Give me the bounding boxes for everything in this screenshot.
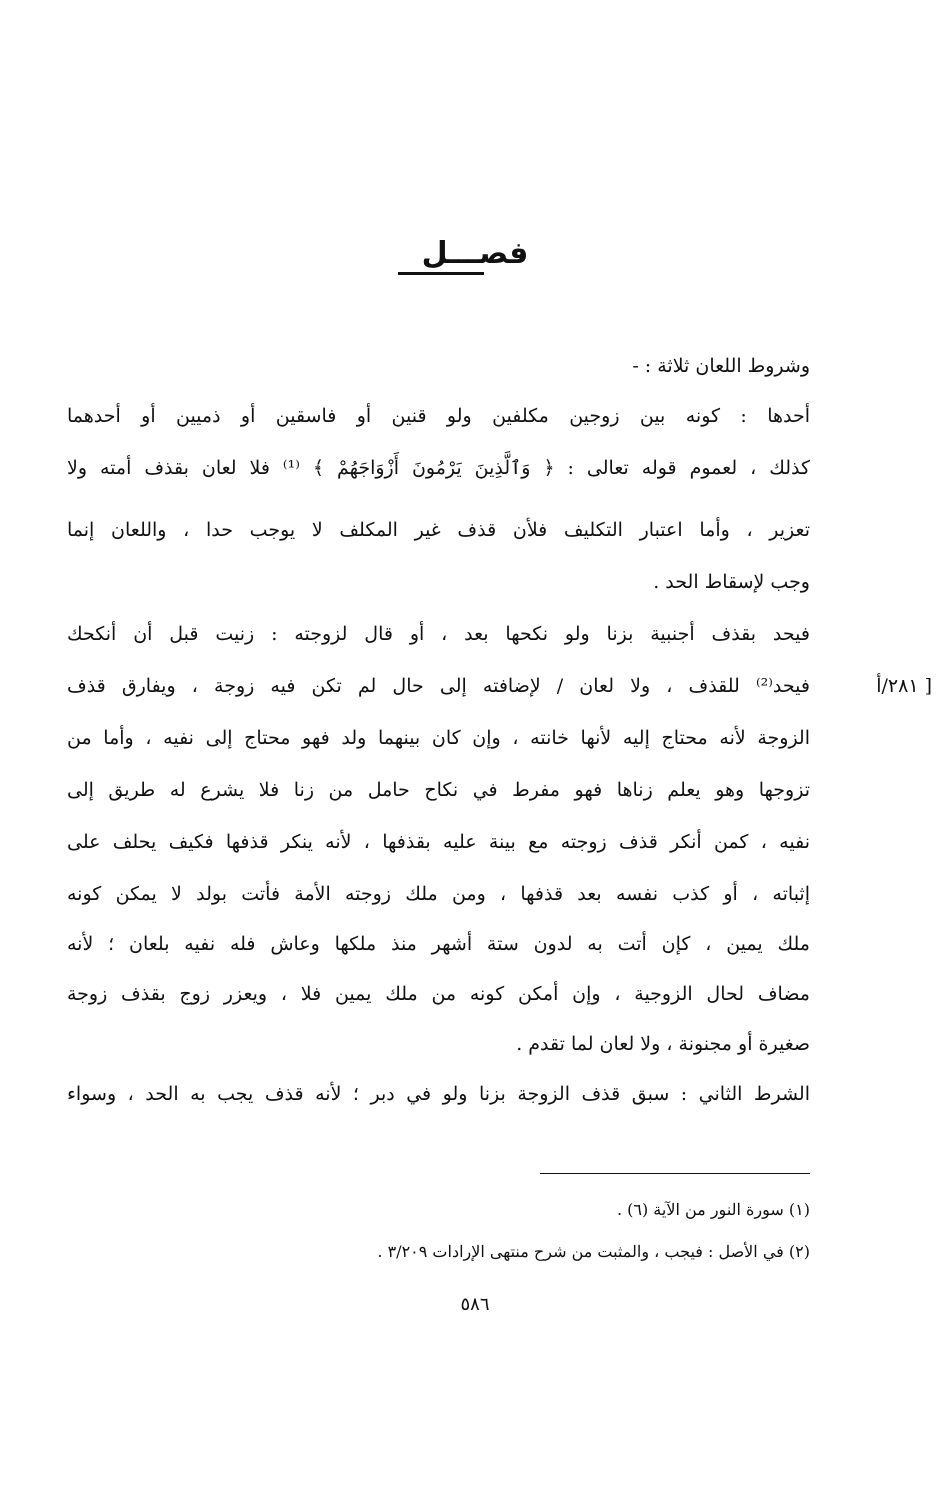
- body-line: الزوجة لأنه محتاج إليه لأنها خانته ، وإن كان بينهما ولد فهو محتاج إلى نفيه ، وأما من: [67, 727, 810, 749]
- body-line: تزوجها وهو يعلم زناها فهو مفرط في نكاح حامل من زنا فلا يشرع له طريق إلى: [67, 779, 810, 801]
- page-number: ٥٨٦: [460, 1294, 490, 1315]
- body-line: مضاف لحال الزوجية ، وإن أمكن كونه من ملك يمين فلا ، ويعزر زوج بقذف زوجة: [67, 983, 810, 1005]
- footnote: (١) سورة النور من الآية (٦) .: [616, 1200, 810, 1219]
- body-line: وجب لإسقاط الحد .: [653, 571, 810, 593]
- body-line: فيحد بقذف أجنبية بزنا ولو نكحها بعد ، أو قال لزوجته : زنيت قبل أن أنكحك: [67, 623, 810, 645]
- body-line: كذلك ، لعموم قوله تعالى : ﴿ وَٱلَّذِينَ يَرْمُونَ أَزْوَاجَهُمْ ﴾ ⁽¹⁾ فلا لعان بقذف أمته ولا: [67, 457, 810, 479]
- body-line: نفيه ، كمن أنكر قذف زوجته مع بينة عليه بقذفها ، لأنه ينكر قذفها فكيف يحلف على: [67, 831, 810, 853]
- body-line: الشرط الثاني : سبق قذف الزوجة بزنا ولو في دبر ؛ لأنه قذف يجب به الحد ، وسواء: [67, 1083, 810, 1105]
- body-line: إثباته ، أو كذب نفسه بعد قذفها ، ومن ملك زوجته الأمة فأتت بولد لا يمكن كونه: [67, 883, 810, 905]
- body-line: أحدها : كونه بين زوجين مكلفين ولو قنين أو فاسقين أو ذميين أو أحدهما: [67, 405, 810, 427]
- section-title: فصـــل: [421, 236, 529, 271]
- footnote-separator: [540, 1173, 810, 1174]
- title-underline: [398, 272, 484, 275]
- body-line: فيحد⁽²⁾ للقذف ، ولا لعان / لإضافته إلى حال لم تكن فيه زوجة ، ويفارق قذف: [67, 675, 810, 697]
- manuscript-folio-note: [ ٢٨١/أ: [876, 675, 932, 697]
- body-line: وشروط اللعان ثلاثة : -: [632, 355, 810, 377]
- footnote: (٢) في الأصل : فيجب ، والمثبت من شرح منتهى الإرادات ٣/٢٠٩ .: [377, 1242, 810, 1261]
- body-line: تعزير ، وأما اعتبار التكليف فلأن قذف غير المكلف لا يوجب حدا ، واللعان إنما: [67, 519, 810, 541]
- body-line: ملك يمين ، كإن أتت به لدون ستة أشهر منذ ملكها وعاش فله نفيه بلعان ؛ لأنه: [67, 933, 810, 955]
- body-line: صغيرة أو مجنونة ، ولا لعان لما تقدم .: [516, 1033, 810, 1055]
